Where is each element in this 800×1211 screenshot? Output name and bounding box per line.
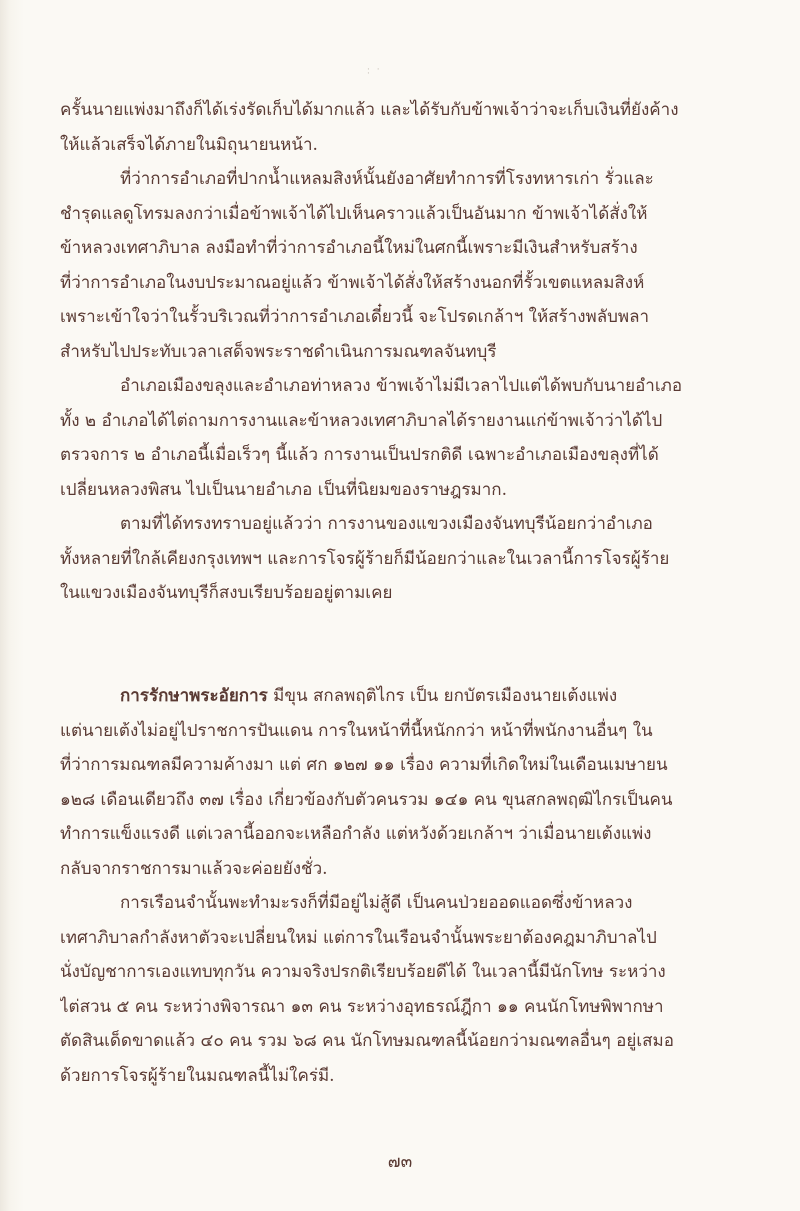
text-line: ให้แล้วเสร็จได้ภายในมิถุนายนหน้า. — [60, 134, 318, 155]
text-line: ที่ว่าการอำเภอที่ปากน้ำแหลมสิงห์นั้นยังอาศัยทำการที่โรงทหารเก่า รั่วและ — [120, 169, 654, 189]
paragraph-prison — [60, 886, 750, 1093]
text-line: ครั้นนายแพ่งมาถึงก็ได้เร่งรัดเก็บได้มากแล้ว และได้รับกับข้าพเจ้าว่าจะเก็บเงินที่ยังค้าง — [60, 100, 679, 120]
paragraph-tax-collection — [60, 93, 750, 162]
text-line: แต่นายเต้งไม่อยู่ไปราชการปันแดน การในหน้าที่นี้หนักกว่า หน้าที่พนักงานอื่นๆ ใน — [60, 720, 653, 741]
text-line: สำหรับไปประทับเวลาเสด็จพระราชดำเนินการมณฑลจันทบุรี — [60, 341, 497, 362]
text-line: ที่ว่าการมณฑลมีความค้างมา แต่ ศก ๑๒๗ ๑๑ เรื่อง ความที่เกิดใหม่ในเดือนเมษายน — [60, 755, 668, 775]
paragraph-khlung-district — [60, 369, 750, 507]
text-line: นั่งบัญชาการเองแทบทุกวัน ความจริงปรกติเรียบร้อยดีได้ ในเวลานี้มีนักโทษ ระหว่าง — [60, 962, 666, 982]
text-line: ข้าหลวงเทศาภิบาล ลงมือทำที่ว่าการอำเภอนี้ใหม่ในศกนี้เพราะมีเงินสำหรับสร้าง — [60, 238, 638, 258]
text-line: กลับจากราชการมาแล้วจะค่อยยังชั่ว. — [60, 858, 328, 879]
text-line: ด้วยการโจรผู้ร้ายในมณฑลนี้ไม่ใคร่มี. — [60, 1065, 335, 1086]
text-line: เพราะเข้าใจว่าในรั้วบริเวณที่ว่าการอำเภอเดี๋ยวนี้ จะโปรดเกล้าฯ ให้สร้างพลับพลา — [60, 307, 650, 327]
text-line: เปลี่ยนหลวงพิสน ไปเป็นนายอำเภอ เป็นที่นิยมของราษฎรมาก. — [60, 479, 507, 500]
text-line: การเรือนจำนั้นพะทำมะรงก็ที่มีอยู่ไม่สู้ดี เป็นคนป่วยออดแอดซึ่งข้าหลวง — [120, 893, 633, 913]
paragraph-law-enforcement — [60, 679, 750, 886]
text-line: ชำรุดแลดูโทรมลงกว่าเมื่อข้าพเจ้าได้ไปเห็นคราวแล้วเป็นอันมาก ข้าพเจ้าได้สั่งให้ — [60, 203, 648, 224]
text-line — [60, 679, 750, 714]
paragraph-chanthaburi — [60, 507, 750, 611]
text-block-bottom — [60, 679, 750, 1093]
text-line: อำเภอเมืองขลุงและอำเภอท่าหลวง ข้าพเจ้าไม่มีเวลาไปแต่ได้พบกับนายอำเภอ — [120, 376, 683, 396]
text-line: เทศาภิบาลกำลังหาตัวจะเปลี่ยนใหม่ แต่การในเรือนจำนั้นพระยาต้องคฎมาภิบาลไป — [60, 927, 657, 948]
text-line: ทั้ง ๒ อำเภอได้ไต่ถามการงานและข้าหลวงเทศาภิบาลได้รายงานแก่ข้าพเจ้าว่าได้ไป — [60, 410, 663, 431]
text-line: ตรวจการ ๒ อำเภอนี้เมื่อเร็วๆ นี้แล้ว การงานเป็นปรกติดี เฉพาะอำเภอเมืองขลุงที่ได้ — [60, 445, 659, 465]
page-number: ๗๓ — [387, 1152, 413, 1172]
text-line: ๑๒๘ เดือนเดียวถึง ๓๗ เรื่อง เกี่ยวข้องกับตัวคนรวม ๑๔๑ คน ขุนสกลพฤฒิไกรเป็นคน — [60, 789, 673, 810]
text-line: ที่ว่าการอำเภอในงบประมาณอยู่แล้ว ข้าพเจ้าได้สั่งให้สร้างนอกที่รั้วเขตแหลมสิงห์ — [60, 272, 645, 293]
section-heading: การรักษาพระอัยการ — [120, 686, 268, 706]
text-line: ทำการแข็งแรงดี แต่เวลานี้ออกจะเหลือกำลัง แต่หวังด้วยเกล้าฯ ว่าเมื่อนายเต้งแพ่ง — [60, 824, 652, 844]
text-line: ตามที่ได้ทรงทราบอยู่แล้วว่า การงานของแขวงเมืองจันทบุรีน้อยกว่าอำเภอ — [120, 514, 653, 534]
paragraph-district-office — [60, 162, 750, 369]
text-line: ตัดสินเด็ดขาดแล้ว ๔๐ คน รวม ๖๘ คน นักโทษมณฑลนี้น้อยกว่ามณฑลอื่นๆ อยู่เสมอ — [60, 1031, 674, 1051]
text-line: ทั้งหลายที่ใกล้เคียงกรุงเทพฯ และการโจรผู้ร้ายก็มีน้อยกว่าและในเวลานี้การโจรผู้ร้าย — [60, 548, 670, 569]
text-line: ไต่สวน ๕ คน ระหว่างพิจารณา ๑๓ คน ระหว่างอุทธรณ์ฎีกา ๑๑ คนนักโทษพิพากษา — [60, 996, 664, 1017]
text-line: ในแขวงเมืองจันทบุรีก็สงบเรียบร้อยอยู่ตามเคย — [60, 583, 393, 603]
text-line-continuation: มีขุน สกลพฤติไกร เป็น ยกบัตรเมืองนายเต้งแพ่ง — [267, 686, 618, 706]
text-block-top — [60, 93, 750, 611]
paper-speck: · · · — [367, 65, 382, 79]
